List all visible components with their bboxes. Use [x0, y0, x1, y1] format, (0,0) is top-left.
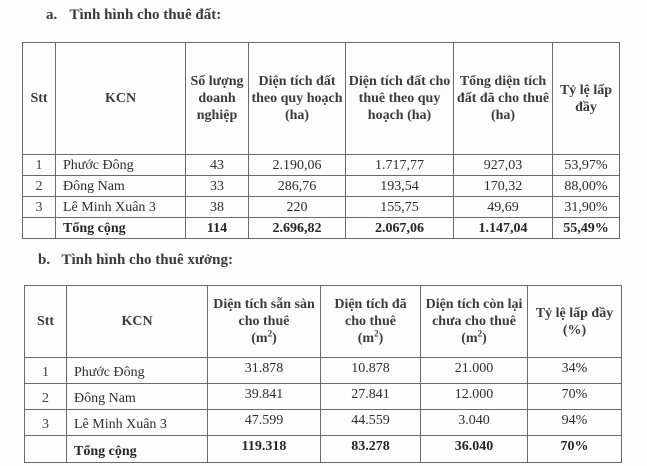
- unit-close: ): [378, 331, 384, 346]
- header-da-cho-thue-label: Diện tích đã cho thuê: [334, 297, 407, 329]
- header-dien-tich-quy-hoach: Diện tích đất theo quy hoạch (ha): [249, 43, 346, 155]
- cell-san-san: 39.841: [208, 384, 321, 410]
- section-a-marker: a.: [46, 7, 58, 23]
- land-lease-table: [22, 42, 620, 239]
- table-row: [25, 384, 622, 410]
- header-stt: Stt: [23, 43, 56, 155]
- cell-total-label: Tổng cộng: [67, 436, 208, 463]
- workshop-lease-table: [24, 285, 622, 463]
- total-row: [23, 218, 620, 239]
- cell-kcn: Phước Đông: [67, 358, 208, 384]
- cell-kcn: Đông Nam: [67, 384, 208, 410]
- section-b-heading: [38, 252, 233, 269]
- cell-dien-tich-quy-hoach: 286,76: [249, 176, 346, 197]
- cell-ty-le: 88,00%: [553, 176, 620, 197]
- cell-stt: 1: [25, 358, 67, 384]
- cell-ty-le: 94%: [528, 410, 622, 436]
- cell-total-da-cho-thue: 83.278: [321, 436, 421, 463]
- cell-ty-le: 31,90%: [553, 197, 620, 218]
- total-row: [25, 436, 622, 463]
- header-san-san-label: Diện tích sẵn sàn cho thuê: [213, 297, 315, 329]
- cell-san-san: 31.878: [208, 358, 321, 384]
- cell-total-ty-le: 70%: [528, 436, 622, 463]
- unit-superscript: 2: [267, 328, 273, 339]
- table-header-row: [23, 43, 620, 155]
- unit-close: ): [272, 331, 277, 346]
- header-con-lai: [421, 286, 528, 358]
- cell-so-doanh-nghiep: 43: [186, 155, 249, 176]
- header-tong-da-cho-thue: Tổng diện tích đất đã cho thuê (ha): [454, 43, 553, 155]
- header-da-cho-thue: [321, 286, 421, 358]
- cell-stt: 3: [25, 410, 67, 436]
- header-dien-tich-cho-thue-quy-hoach: Diện tích đất cho thuê theo quy hoạch (ha): [346, 43, 454, 155]
- cell-ty-le: 34%: [528, 358, 622, 384]
- cell-stt: 3: [23, 197, 56, 218]
- table-row: [23, 176, 620, 197]
- cell-so-doanh-nghiep: 33: [186, 176, 249, 197]
- section-b-marker: b.: [38, 252, 51, 268]
- cell-total-con-lai: 36.040: [421, 436, 528, 463]
- table-row: [25, 410, 622, 436]
- cell-stt: [23, 218, 56, 239]
- cell-kcn: Lê Minh Xuân 3: [56, 197, 186, 218]
- cell-san-san: 47.599: [208, 410, 321, 436]
- header-stt: Stt: [25, 286, 67, 358]
- section-a-heading: [46, 7, 221, 24]
- cell-tong-da-cho-thue: 49,69: [454, 197, 553, 218]
- cell-dien-tich-quy-hoach: 2.190,06: [249, 155, 346, 176]
- header-kcn: KCN: [56, 43, 186, 155]
- cell-stt: 2: [25, 384, 67, 410]
- unit-label: (m: [251, 331, 268, 346]
- cell-stt: 2: [23, 176, 56, 197]
- cell-con-lai: 3.040: [421, 410, 528, 436]
- table-row: [23, 155, 620, 176]
- unit-close: ): [482, 331, 487, 346]
- cell-con-lai: 21.000: [421, 358, 528, 384]
- cell-con-lai: 12.000: [421, 384, 528, 410]
- section-b-title: Tình hình cho thuê xưởng:: [61, 252, 234, 268]
- cell-dien-tich-cho-thue-quy-hoach: 155,75: [346, 197, 454, 218]
- cell-tong-da-cho-thue: 927,03: [454, 155, 553, 176]
- header-kcn: KCN: [67, 286, 208, 358]
- cell-dien-tich-quy-hoach: 220: [249, 197, 346, 218]
- header-ty-le: [528, 286, 622, 358]
- header-con-lai-label: Diện tích còn lại chưa cho thuê: [425, 297, 523, 329]
- cell-so-doanh-nghiep: 38: [186, 197, 249, 218]
- cell-ty-le: 70%: [528, 384, 622, 410]
- cell-tong-da-cho-thue: 170,32: [454, 176, 553, 197]
- cell-total-dien-tich-quy-hoach: 2.696,82: [249, 218, 346, 239]
- cell-stt: [25, 436, 67, 463]
- header-ty-le: Tỷ lệ lấp đầy: [553, 43, 620, 155]
- unit-label: (m: [461, 331, 478, 346]
- unit-superscript: 2: [374, 328, 379, 339]
- cell-total-dien-tich-cho-thue-quy-hoach: 2.067,06: [346, 218, 454, 239]
- cell-kcn: Lê Minh Xuân 3: [67, 410, 208, 436]
- header-so-doanh-nghiep: Số lượng doanh nghiệp: [186, 43, 249, 155]
- cell-ty-le: 53,97%: [553, 155, 620, 176]
- table-row: [23, 197, 620, 218]
- cell-total-so-doanh-nghiep: 114: [186, 218, 249, 239]
- table-row: [25, 358, 622, 384]
- unit-superscript: 2: [477, 328, 483, 339]
- cell-da-cho-thue: 27.841: [321, 384, 421, 410]
- header-ty-le-unit: (%): [562, 322, 587, 338]
- cell-total-san-san: 119.318: [208, 436, 321, 463]
- header-ty-le-label: Tỷ lệ lấp đầy: [535, 305, 614, 321]
- cell-kcn: Phước Đông: [56, 155, 186, 176]
- unit-label: (m: [357, 331, 375, 346]
- section-a-title: Tình hình cho thuê đất:: [69, 7, 222, 23]
- cell-total-ty-le: 55,49%: [553, 218, 620, 239]
- cell-da-cho-thue: 44.559: [321, 410, 421, 436]
- cell-da-cho-thue: 10.878: [321, 358, 421, 384]
- cell-kcn: Đông Nam: [56, 176, 186, 197]
- cell-dien-tich-cho-thue-quy-hoach: 193,54: [346, 176, 454, 197]
- cell-total-tong-da-cho-thue: 1.147,04: [454, 218, 553, 239]
- cell-stt: 1: [23, 155, 56, 176]
- cell-dien-tich-cho-thue-quy-hoach: 1.717,77: [346, 155, 454, 176]
- header-san-san: [208, 286, 321, 358]
- cell-total-label: Tổng cộng: [56, 218, 186, 239]
- table-header-row: [25, 286, 622, 358]
